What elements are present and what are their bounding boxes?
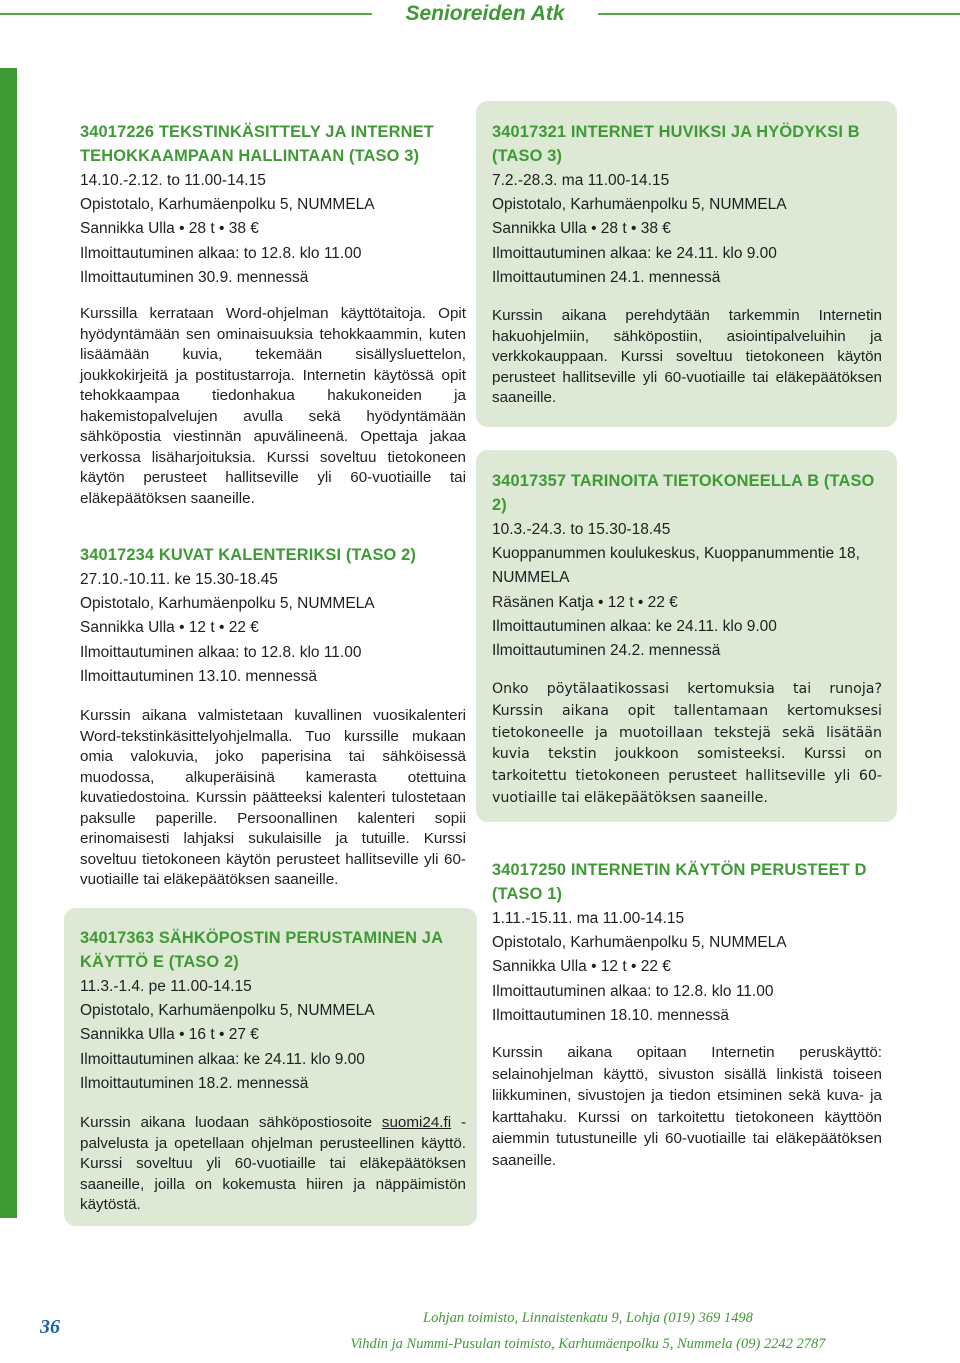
course-teacher-price: Sannikka Ulla • 16 t • 27 € [80, 1026, 259, 1044]
side-accent-bar [0, 68, 17, 1218]
suomi24-link[interactable]: suomi24.fi [381, 1114, 452, 1132]
course-block-34017234 [80, 543, 466, 891]
course-block-34017250 [492, 858, 882, 1172]
course-title: 34017250 INTERNETIN KÄYTÖN PERUSTEET D (TASO 1) [492, 861, 867, 903]
header-rule-right [598, 13, 960, 15]
course-registration-start: Ilmoittautuminen alkaa: to 12.8. klo 11.00 [80, 643, 362, 661]
course-registration-deadline: Ilmoittautuminen 18.2. mennessä [80, 1074, 309, 1092]
course-block-34017363 [64, 908, 477, 1226]
course-block-34017226 [80, 120, 466, 509]
course-title: 34017321 INTERNET HUVIKSI JA HYÖDYKSI B (TASO 3) [492, 123, 860, 165]
course-title: 34017234 KUVAT KALENTERIKSI (TASO 2) [80, 546, 417, 564]
course-title: 34017226 TEKSTINKÄSITTELY JA INTERNET TEHOKKAAMPAAN HALLINTAAN (TASO 3) [80, 123, 434, 165]
course-registration-start: Ilmoittautuminen alkaa: to 12.8. klo 11.00 [80, 244, 362, 262]
footer-address-lohja: Lohjan toimisto, Linnaistenkatu 9, Lohja (019) 369 1498 [423, 1310, 753, 1326]
course-registration-start: Ilmoittautuminen alkaa: ke 24.11. klo 9.00 [492, 244, 777, 262]
course-registration-deadline: Ilmoittautuminen 30.9. mennessä [80, 268, 309, 286]
course-location: Opistotalo, Karhumäenpolku 5, NUMMELA [492, 196, 787, 214]
course-location: Opistotalo, Karhumäenpolku 5, NUMMELA [80, 1002, 375, 1020]
course-registration-deadline: Ilmoittautuminen 13.10. mennessä [80, 667, 317, 685]
course-location: Opistotalo, Karhumäenpolku 5, NUMMELA [492, 934, 787, 952]
course-dates: 1.11.-15.11. ma 11.00-14.15 [492, 910, 685, 927]
course-description: Kurssin aikana perehdytään tarkemmin Internetin hakuohjelmiin, sähköpostiin, asiointipalveluihin ja verkkokauppaan. Kurssi soveltuu tietokoneen käytön perusteet hallitseville yli 60-vuotiaille tai eläkepäätöksen saaneille. [492, 307, 882, 407]
course-registration-deadline: Ilmoittautuminen 18.10. mennessä [492, 1006, 729, 1024]
course-title: 34017363 SÄHKÖPOSTIN PERUSTAMINEN JA KÄYTTÖ E (TASO 2) [80, 929, 443, 971]
course-info [492, 518, 882, 663]
course-dates: 14.10.-2.12. to 11.00-14.15 [80, 172, 266, 189]
course-block-34017321 [476, 101, 897, 427]
page-number: 36 [40, 1316, 60, 1338]
course-info [80, 169, 466, 290]
course-teacher-price: Sannikka Ulla • 12 t • 22 € [80, 619, 259, 637]
course-teacher-price: Räsänen Katja • 12 t • 22 € [492, 593, 678, 611]
course-block-34017357 [476, 450, 897, 822]
course-location: Kuoppanummen koulukeskus, Kuoppanummentie 18, NUMMELA [492, 545, 860, 587]
course-dates: 7.2.-28.3. ma 11.00-14.15 [492, 172, 670, 189]
course-dates: 11.3.-1.4. pe 11.00-14.15 [80, 978, 252, 995]
course-title: 34017357 TARINOITA TIETOKONEELLA B (TASO 2) [492, 472, 875, 514]
course-registration-deadline: Ilmoittautuminen 24.2. mennessä [492, 642, 721, 660]
course-info [80, 568, 466, 689]
course-registration-start: Ilmoittautuminen alkaa: ke 24.11. klo 9.00 [492, 617, 777, 635]
course-location: Opistotalo, Karhumäenpolku 5, NUMMELA [80, 595, 375, 613]
course-info [80, 975, 466, 1096]
course-location: Opistotalo, Karhumäenpolku 5, NUMMELA [80, 196, 375, 214]
course-dates: 27.10.-10.11. ke 15.30-18.45 [80, 571, 278, 588]
course-registration-start: Ilmoittautuminen alkaa: ke 24.11. klo 9.00 [80, 1050, 365, 1068]
course-description: Kurssilla kerrataan Word-ohjelman käyttötaitoja. Opit hyödyntämään sen ominaisuuksia tehokkaammin, kuten lisäämään kuvia, tekemään sisällysluettelon, joukkokirjeitä ja postitustarroja. Internetin käytössä opit tehokkaampaa tiedonhakua hakukoneiden ja hakemistopalvelujen avulla sekä hyödyntämään sähköpostia viestinnän apuvälineenä. Opettaja jakaa verkossa lisäharjoituksia. Kurssi soveltuu tietokoneen käytön perusteet hallitseville yli 60-vuotiaille tai eläkepäätöksen saaneille. [80, 305, 466, 507]
course-registration-start: Ilmoittautuminen alkaa: to 12.8. klo 11.00 [492, 982, 774, 1000]
footer-address-vihti: Vihdin ja Nummi-Pusulan toimisto, Karhumäenpolku 5, Nummela (09) 2242 2787 [350, 1336, 826, 1352]
course-description: Kurssin aikana valmistetaan kuvallinen vuosikalenteri Word-tekstinkäsittelyohjelmalla. Tuo kurssille mukaan omia valokuvia, joko paperisina tai sähköisessä muodossa, alkuperäisinä kamerasta otettuina kuvatiedostoina. Kurssin päätteeksi kalenteri tulostetaan paksulle paperille. Persoonallinen kalenteri sopii erinomaisesti lahjaksi sukulaisille ja tutuille. Kurssi soveltuu tietokoneen käytön perusteet hallitseville yli 60-vuotiaille tai eläkepäätöksen saaneille. [80, 707, 466, 889]
page-header-title: Senioreiden Atk [405, 2, 565, 25]
description-text: -palvelusta ja opetellaan ohjelman perusteellinen käyttö. Kurssi soveltuu yli 60-vuotiaille tai eläkepäätöksen saaneille, joilla on kokemusta hiiren ja näppäimistön käytöstä. [80, 1114, 467, 1214]
course-info [492, 907, 882, 1028]
course-dates: 10.3.-24.3. to 15.30-18.45 [492, 521, 671, 538]
course-description: Kurssin aikana opitaan Internetin peruskäyttö: selainohjelman käyttö, sivuston sisällä linkistä toiseen liikkuminen, sivustojen ja tiedon etsiminen sekä kuva- ja karttahaku. Kurssi on tarkoitettu tietokoneen käyttöön aiemmin tutustuneille yli 60-vuotiaille tai eläkepäätöksen saaneille. [492, 1044, 882, 1169]
course-info [492, 169, 882, 290]
course-teacher-price: Sannikka Ulla • 12 t • 22 € [492, 958, 671, 976]
course-registration-deadline: Ilmoittautuminen 24.1. mennessä [492, 268, 721, 286]
course-description: Onko pöytälaatikossasi kertomuksia tai runoja? Kurssin aikana opit tallentamaan kertomuksesi tietokoneelle ja muotoillaan tekstejä sekä lisätään kuvia tekstin joukkoon somisteeksi. Kurssi on tarkoitettu tietokoneen perusteet hallitseville yli 60-vuotiaille tai eläkepäätöksen saaneille. [492, 681, 882, 806]
header-rule-left [0, 13, 372, 15]
description-text: Kurssin aikana luodaan sähköpostiosoite [80, 1114, 382, 1132]
course-teacher-price: Sannikka Ulla • 28 t • 38 € [492, 220, 671, 238]
course-teacher-price: Sannikka Ulla • 28 t • 38 € [80, 220, 259, 238]
course-description [80, 1113, 466, 1216]
